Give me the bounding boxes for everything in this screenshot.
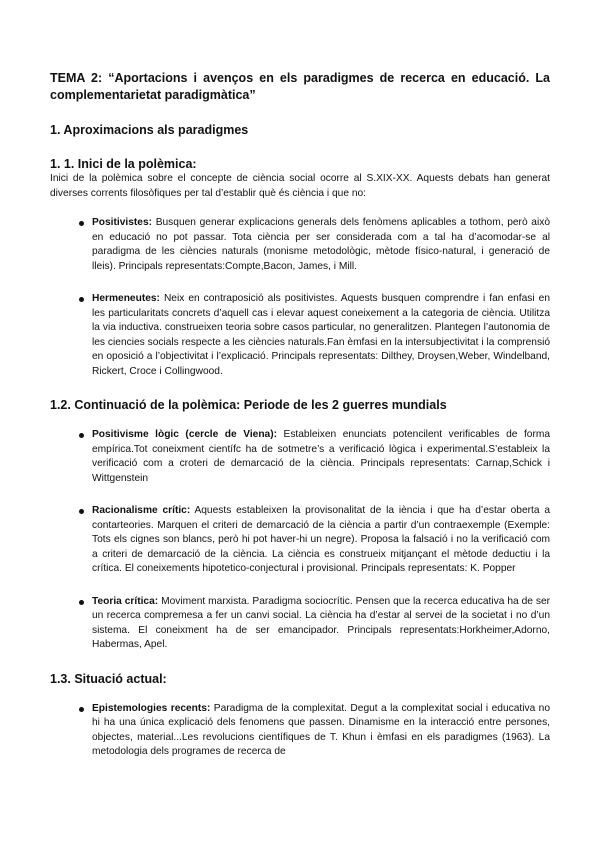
bullet-list-1-1 (50, 216, 550, 379)
bullet-list-1-2 (50, 428, 550, 653)
list-item-text: Aquests estableixen la provisonalitat de la iència i que ha d’estar oberta a contarteories. Marquen el criteri de demarcació de la ciència a partir d’un contraexemple (Exemple: Tots els cignes son blancs, però hi pot haver-hi un negre). Proposa la falsació i no la verificació com a criteri de demarcació de la ciència. La ciència es construeix mitjançant el mètode deductiu i la crítica. El coneixements hipotetico-conjectural i provisional. Principals representats: K. Popper (92, 505, 550, 574)
list-item (50, 504, 550, 577)
subsection-heading-1-2: 1.2. Continuació de la polèmica: Periode de les 2 guerres mundials (50, 398, 447, 412)
bullet-icon (79, 221, 84, 226)
bullet-icon (79, 297, 84, 302)
subsection-heading-1-1: 1. 1. Inici de la polèmica: (50, 157, 197, 171)
document-title: TEMA 2: “Aportacions i avenços en els paradigmes de recerca en educació. La complementarietat paradigmàtica” (50, 71, 550, 102)
list-item (50, 595, 550, 653)
list-item-text: Estableixen enunciats potencilent verificables de forma empírica.Tot coneixment científc ha de sotmetre’s a verificació lògica i experimental.S’estableix la verificació com a croteri de demarcació de la ciència. Principals representats: Carnap,Schick i Wittgenstein (92, 429, 550, 484)
list-item-term: Positivisme lògic (cercle de Viena): (92, 429, 277, 440)
list-item (50, 292, 550, 379)
section-heading-1: 1. Aproximacions als paradigmes (50, 123, 249, 137)
bullet-icon (79, 509, 84, 514)
document-page (50, 70, 550, 778)
list-item-term: Positivistes: (92, 217, 153, 228)
list-item-term: Racionalisme crític: (92, 505, 191, 516)
list-item-text: Moviment marxista. Paradigma sociocrític. Pensen que la recerca educativa ha de ser un recerca compremesa a fer un canvi social. La ciència ha d’estar al servei de la societat i no d’un sistema. El coneixment ha de ser emancipador. Principals representats:Horkheimer,Adorno, Habermas, Apel. (92, 595, 550, 650)
subsection-intro-1-1: Inici de la polèmica sobre el concepte de ciència social ocorre al S.XIX-XX. Aquests debats han generat diverses corrents filosòfiques per tal d’establir què és ciència i que no: (50, 173, 550, 199)
list-item (50, 702, 550, 760)
list-item (50, 216, 550, 274)
list-item (50, 428, 550, 486)
bullet-icon (79, 600, 84, 605)
bullet-list-1-3 (50, 702, 550, 760)
list-item-text: Busquen generar explicacions generals dels fenòmens aplicables a tothom, però això en educació no pot passar. Tota ciència per ser considerada com a tal ha d’acomodar-se al paradigma de les ciències naturals (monisme metodològic, mètode físico-natural, i generació de lleis). Principals representats:Compte,Bacon, James, i Mill. (92, 217, 550, 272)
subsection-heading-1-3: 1.3. Situació actual: (50, 671, 167, 686)
bullet-icon (79, 433, 84, 438)
bullet-icon (79, 707, 84, 712)
list-item-term: Epistemologies recents: (92, 702, 211, 714)
list-item-term: Hermeneutes: (92, 293, 160, 304)
list-item-text: Neix en contraposició als positivistes. Aquests busquen comprendre i fan enfasi en les particularitats concrets d’aquell cas i elevar aquest coneixement a la categoria de ciència. Utilitza la via inductiva. construeixen teoria sobre casos particular, no generalitzen. Plantegen l’autonomia de les ciencies socials respecte a les ciències naturals.Fan èmfasi en la intersubjectivitat i la comprensió en oposició a l’objectivitat i l’explicació. Principals representats: Dilthey, Droysen,Weber, Windelband, Rickert, Croce i Collingwood. (92, 293, 550, 377)
list-item-term: Teoria crítica: (92, 595, 159, 607)
list-item-text: Paradigma de la complexitat. Degut a la complexitat social i educativa no hi ha una única explicació dels fenomens que passen. Dinamisme en la interacció entre persones, objectes, material...Les revolucions científiques de T. Khun i èmfasi en els paradigmes (1963). La metodologia dels programes de recerca de (92, 702, 551, 757)
